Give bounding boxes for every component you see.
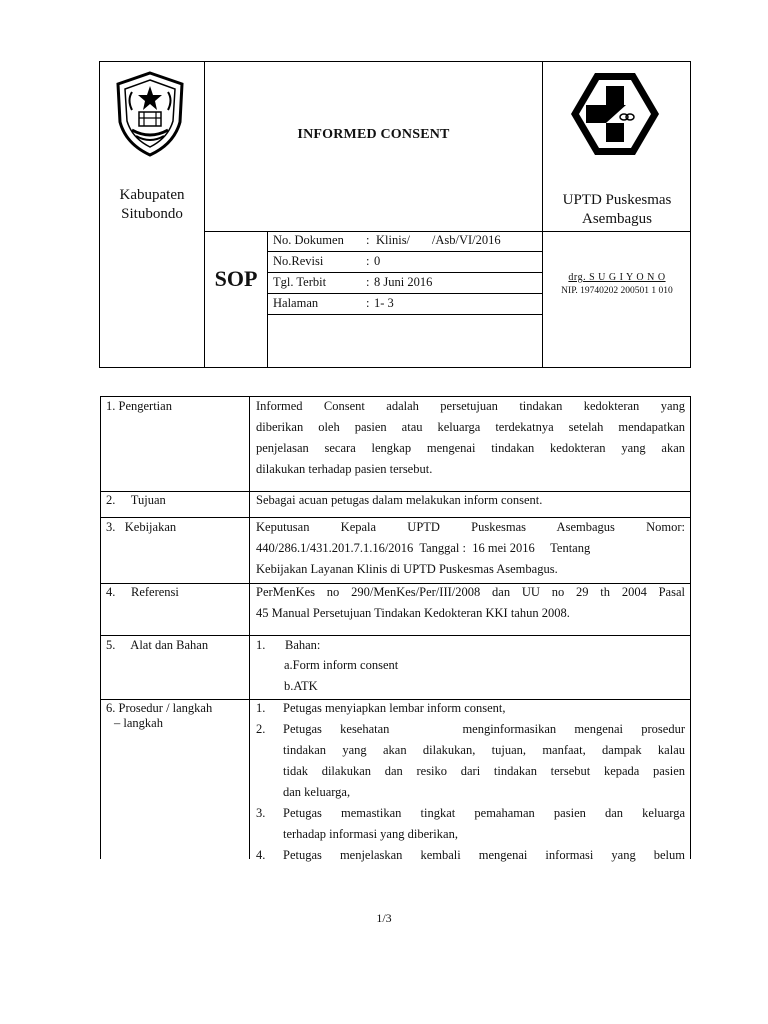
list-subitem: a.Form inform consent — [284, 658, 399, 672]
meta-value: Klinis/ /Asb/VI/2016 — [376, 233, 501, 247]
list-number: 1. — [256, 638, 266, 652]
meta-row-divider — [267, 251, 542, 252]
text-line: diberikan oleh pasien atau keluarga terdekatnya setelah mendapatkan — [256, 420, 685, 434]
text-line: 45 Manual Persetujuan Tindakan Kedokteran KKI tahun 2008. — [256, 606, 570, 620]
text-line: Kebijakan Layanan Klinis di UPTD Puskesmas Asembagus. — [256, 562, 558, 576]
text-line: Petugas menjelaskan kembali mengenai informasi yang belum — [283, 848, 685, 862]
meta-label: No. Dokumen — [273, 233, 344, 247]
step-number: 4. — [256, 848, 266, 862]
text-line: 440/286.1/431.201.7.1.16/2016 Tanggal : 16 mei 2016 Tentang — [256, 541, 591, 555]
meta-separator: : — [366, 296, 370, 310]
meta-label: No.Revisi — [273, 254, 324, 268]
section-label-prosedur: 6. Prosedur / langkah — [106, 701, 213, 715]
meta-value: 8 Juni 2016 — [374, 275, 433, 289]
document-title: INFORMED CONSENT — [297, 127, 450, 142]
meta-separator: : — [366, 275, 370, 289]
column-divider — [249, 396, 250, 859]
signatory-nip: NIP. 19740202 200501 1 010 — [561, 286, 673, 296]
row-divider — [100, 699, 691, 700]
meta-label: Tgl. Terbit — [273, 275, 327, 289]
meta-separator: : — [366, 233, 370, 247]
puskesmas-logo-icon — [568, 70, 662, 158]
header-divider — [204, 231, 691, 232]
section-label-tujuan: 2. Tujuan — [106, 493, 166, 507]
step-text — [283, 845, 685, 866]
page-number: 1/3 — [376, 911, 392, 925]
section-label-pengertian: 1. Pengertian — [106, 399, 172, 413]
list-subitem: b.ATK — [284, 679, 318, 693]
text-line: PerMenKes no 290/MenKes/Per/III/2008 dan UU no 29 th 2004 Pasal — [256, 585, 685, 599]
step-text: Petugas menyiapkan lembar inform consent, — [283, 701, 506, 715]
section-label-alat: 5. Alat dan Bahan — [106, 638, 209, 652]
list-item-title: Bahan: — [285, 638, 321, 652]
header-divider — [204, 61, 205, 368]
step-text — [283, 719, 685, 803]
text-line: dilakukan terhadap pasien tersebut. — [256, 462, 433, 476]
regency-name-line: Situbondo — [121, 206, 183, 222]
meta-label: Halaman — [273, 296, 319, 310]
step-text — [283, 803, 685, 845]
meta-separator: : — [366, 254, 370, 268]
text-line: tidak dilakukan dan resiko dari tindakan tersebut kepada pasien — [283, 764, 685, 778]
meta-value: 1- 3 — [374, 296, 394, 310]
section-text-kebijakan — [256, 517, 685, 580]
regency-name — [100, 186, 204, 224]
text-line: Keputusan Kepala UPTD Puskesmas Asembagus Nomor: — [256, 520, 685, 534]
meta-row-divider — [267, 293, 542, 294]
section-label-kebijakan: 3. Kebijakan — [106, 520, 177, 534]
text-line: tindakan yang akan dilakukan, tujuan, manfaat, dampak kalau — [283, 743, 685, 757]
puskesmas-name — [543, 191, 691, 229]
regency-emblem-icon — [112, 70, 188, 158]
puskesmas-name-line: Asembagus — [582, 211, 652, 227]
meta-row-divider — [267, 314, 542, 315]
section-label-prosedur-cont: – langkah — [114, 716, 163, 730]
meta-value: 0 — [374, 254, 381, 268]
step-number: 3. — [256, 806, 266, 820]
section-text-pengertian — [256, 396, 685, 480]
puskesmas-name-line: UPTD Puskesmas — [562, 192, 672, 208]
row-divider — [100, 491, 691, 492]
regency-name-line: Kabupaten — [119, 187, 185, 203]
step-number: 2. — [256, 722, 266, 736]
text-line: Petugas memastikan tingkat pemahaman pasien dan keluarga — [283, 806, 685, 820]
text-line: Informed Consent adalah persetujuan tindakan kedokteran yang — [256, 399, 685, 413]
signatory-name: drg. S U G I Y O N O — [568, 272, 666, 283]
section-text-tujuan: Sebagai acuan petugas dalam melakukan inform consent. — [256, 493, 543, 507]
text-line: terhadap informasi yang diberikan, — [283, 827, 458, 841]
row-divider — [100, 635, 691, 636]
section-text-referensi — [256, 582, 685, 624]
sop-label: SOP — [214, 266, 258, 291]
text-line: Petugas kesehatan menginformasikan mengenai prosedur — [283, 722, 685, 736]
section-label-referensi: 4. Referensi — [106, 585, 179, 599]
meta-row-divider — [267, 272, 542, 273]
text-line: penjelasan secara lengkap mengenai tindakan kedokteran yang akan — [256, 441, 685, 455]
step-number: 1. — [256, 701, 266, 715]
text-line: dan keluarga, — [283, 785, 351, 799]
